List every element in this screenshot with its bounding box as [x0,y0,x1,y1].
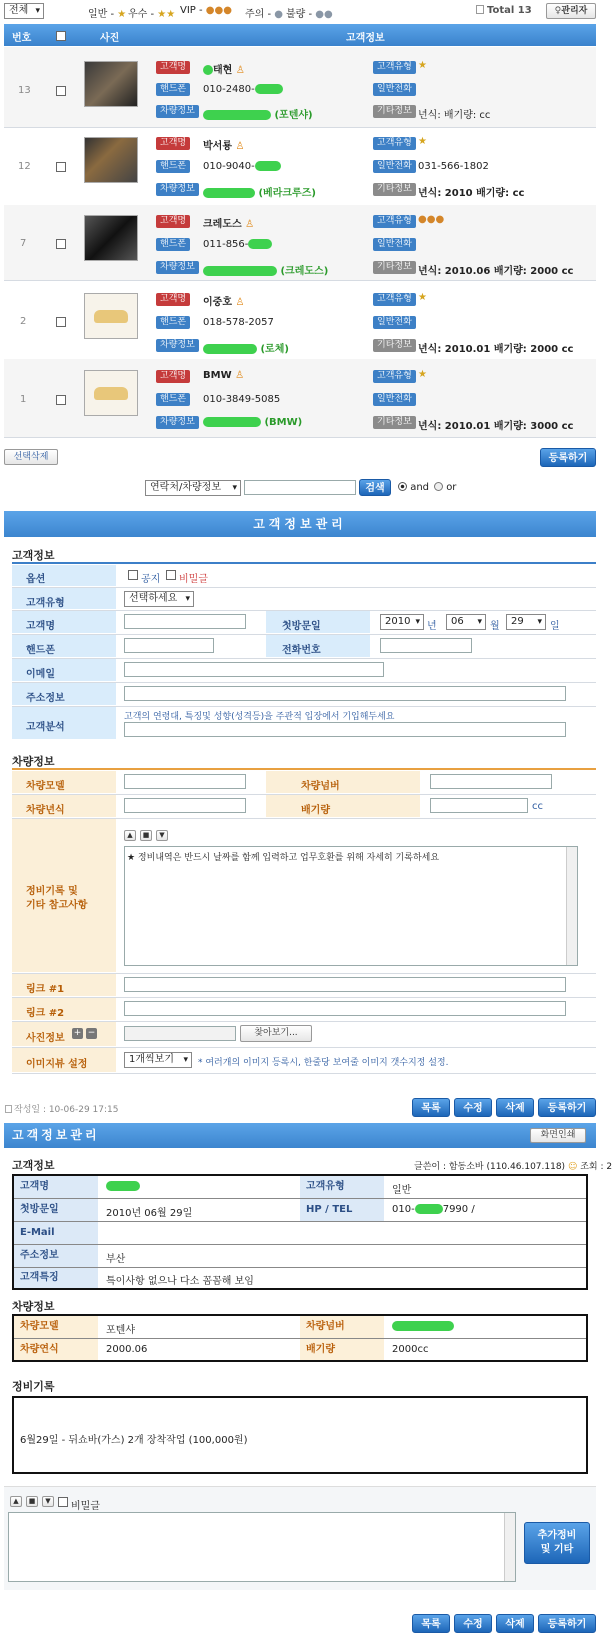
section-line [12,768,596,770]
car-info: (로체) [203,340,289,355]
model-label: 차량모델 [26,781,65,792]
d-hp-value: 010- 7990 / [392,1204,475,1215]
label-cell [266,771,420,793]
document-icon [5,1105,12,1113]
row-checkbox[interactable] [56,86,66,96]
d-hp-label: HP / TEL [300,1199,384,1221]
d-carno-label: 차량넘버 [300,1316,384,1338]
etc-badge: 기타정보 [373,339,416,352]
year-unit: 년 [427,621,437,632]
medal-icon: ♙ [235,370,245,381]
notice-label: 공지 [141,574,161,585]
first-visit-label: 첫방문일 [282,621,321,632]
option-label: 옵션 [26,574,46,585]
record-text: 6월29일 - 뒤쇼바(가스) 2개 장착작업 (100,000원) [20,1435,248,1446]
row-num: 2 [20,316,27,327]
filter-select[interactable] [4,3,44,19]
medal-icon: ♙ [235,297,245,308]
medal-icon: ♙ [235,65,245,76]
header-num: 번호 [12,33,32,44]
row-num: 12 [18,161,31,172]
row-divider [4,127,596,128]
car-badge: 차량정보 [156,339,199,352]
d-type-label: 고객유형 [300,1176,384,1198]
email-input[interactable] [124,662,384,677]
divider [12,1073,596,1074]
imgview-select[interactable] [124,1052,192,1068]
tel-input[interactable] [380,638,472,653]
grade-icon: ★ [418,60,427,71]
form-title: 고객정보관리 [4,511,596,537]
document-icon [476,5,484,14]
memo-label-1: 정비기록 및 [26,886,78,897]
search-field-select[interactable] [145,480,241,496]
form-customer-section: 고객정보 [12,549,55,562]
d-model-label: 차량모델 [14,1316,98,1338]
car-photo-placeholder[interactable] [84,370,138,416]
row-checkbox[interactable] [56,317,66,327]
d-first-value: 2010년 06월 29일 [106,1208,193,1219]
name-label: 고객명 [26,621,55,632]
list-header [4,24,596,46]
imgview-label: 이미지뷰 설정 [26,1059,88,1070]
link2-input[interactable] [124,1001,566,1016]
analysis-label: 고객분석 [26,722,65,733]
phone-type-badge: 일반전화 [373,238,416,251]
select-all-checkbox[interactable] [56,31,66,41]
etc-badge: 기타정보 [373,183,416,196]
day-unit: 일 [550,621,560,632]
phone-type-badge: 일반전화 [373,160,416,173]
medal-icon: ♙ [245,219,255,230]
detail-record-section: 정비기록 [12,1380,55,1393]
address-label: 주소정보 [26,693,65,704]
memo-reset-icon[interactable]: ■ [140,830,152,841]
memo-label-2: 기타 참고사항 [26,900,88,911]
comment-expand-icon[interactable]: ▲ [10,1496,22,1507]
car-photo[interactable] [84,137,138,183]
comment-textarea[interactable] [8,1512,516,1582]
customer-name[interactable]: BMW ♙ [203,370,245,381]
print-button[interactable]: 화면인쇄 [530,1128,586,1143]
phone-badge: 핸드폰 [156,83,190,96]
writer-info: 글쓴이 : 함동소바 (110.46.107.118) ☺ 조회 : 2 [414,1162,612,1172]
form-car-section: 차량정보 [12,755,55,768]
cc-unit: cc [532,801,543,812]
carno-input[interactable] [430,774,552,789]
month-unit: 월 [490,621,500,632]
etc-info: 년식: 배기량: cc [418,110,491,121]
car-info: (BMW) [203,417,302,428]
month-select[interactable] [446,614,486,630]
car-photo-placeholder[interactable] [84,293,138,339]
d-cc-value: 2000cc [392,1344,429,1355]
phone-badge: 핸드폰 [156,316,190,329]
row-num: 13 [18,85,31,96]
type-badge: 고객유형 [373,293,416,306]
year-value: 2010 [385,616,411,627]
type-badge: 고객유형 [373,370,416,383]
ctype-select-value: 선택하세요 [129,593,178,604]
detail-customer-section: 고객정보 [12,1159,55,1172]
comment-reset-icon[interactable]: ■ [26,1496,38,1507]
notice-checkbox[interactable] [128,570,138,580]
customer-name[interactable]: 태현 ♙ [203,61,245,76]
d-first-label: 첫방문일 [14,1199,98,1221]
name-badge: 고객명 [156,370,190,383]
phone2: 031-566-1802 [418,161,489,172]
type-badge: 고객유형 [373,215,416,228]
divider [14,1267,586,1268]
secret-label: 비밀글 [179,574,208,585]
add-photo-icon[interactable]: + [73,1028,82,1038]
etc-badge: 기타정보 [373,416,416,429]
row-num: 1 [20,394,27,405]
created-date: 작성일 : 10-06-29 17:15 [5,1102,119,1115]
section-line [12,562,596,564]
ctype-select[interactable] [124,591,194,607]
delete-button[interactable]: 삭제 [496,1098,534,1117]
memo-textarea[interactable] [124,846,578,966]
customer-phone: 010-3849-5085 [203,394,281,405]
car-badge: 차량정보 [156,261,199,274]
search-input[interactable] [244,480,356,495]
d-name-label: 고객명 [14,1176,98,1198]
phone-badge: 핸드폰 [156,238,190,251]
detail-car-section: 차량정보 [12,1300,55,1313]
etc-info: 년식: 2010.01 배기량: 2000 cc [418,344,574,355]
caryear-input[interactable] [124,798,246,813]
divider [14,1244,586,1245]
d-addr-label: 주소정보 [14,1245,98,1267]
delete-selected-button[interactable]: 선택삭제 [4,449,58,465]
legend-good: 우수 - ★★ [128,9,176,20]
link1-label: 링크 #1 [26,984,65,995]
car-info: (크레도스) [203,262,328,277]
customer-phone: 018-578-2057 [203,317,274,328]
bottom-register-button[interactable]: 등록하기 [538,1614,596,1633]
remove-photo-icon[interactable]: − [87,1028,96,1038]
d-feat-value: 특이사항 없으나 다소 꼼꼼해 보임 [106,1276,254,1287]
type-badge: 고객유형 [373,137,416,150]
year-select[interactable] [380,614,424,630]
d-caryear-label: 차량연식 [14,1339,98,1360]
tel-label: 전화번호 [282,645,321,656]
d-email-label: E-Mail [14,1222,98,1244]
analysis-hint: 고객의 연령대, 특징및 성향(성격등)을 주관적 입장에서 기입해두세요 [124,712,395,722]
divider [14,1221,586,1222]
customer-phone: 010-2480- [203,84,283,95]
search-field-value: 연락처/차량정보 [150,482,221,493]
car-info: (포텐샤) [203,106,313,121]
or-option[interactable]: or [434,482,456,493]
imgview-hint: * 여러개의 이미지 등록시, 한줄당 보여줄 이미지 갯수지정 설정. [198,1058,449,1068]
photo-file-input[interactable] [124,1026,236,1041]
mobile-input[interactable] [124,638,214,653]
mobile-label: 핸드폰 [26,645,55,656]
legend-caution: 주의 - ● [245,9,284,20]
bottom-list-button[interactable]: 목록 [412,1614,450,1633]
type-badge: 고객유형 [373,61,416,74]
grade-icon: ●●● [418,214,445,225]
phone-type-badge: 일반전화 [373,83,416,96]
comment-secret-checkbox[interactable] [58,1497,68,1507]
ctype-label: 고객유형 [26,598,65,609]
comment-shrink-icon[interactable]: ▼ [42,1496,54,1507]
customer-phone: 011-856- [203,239,272,250]
browse-button[interactable]: 찾아보기... [240,1025,312,1042]
filter-select-value: 전체 [9,5,29,16]
row-checkbox[interactable] [56,239,66,249]
car-badge: 차량정보 [156,416,199,429]
car-photo[interactable] [84,61,138,107]
row-divider [4,280,596,281]
d-addr-value: 부산 [106,1254,126,1265]
row-divider [4,437,596,438]
customer-name[interactable]: 이중호 ♙ [203,297,245,308]
secret-checkbox[interactable] [166,570,176,580]
analysis-input[interactable] [124,722,566,737]
comment-secret-label: 비밀글 [71,1501,100,1512]
radio-icon [434,482,443,491]
add-comment-button[interactable]: 추가정비 및 기타 [524,1522,590,1564]
header-info: 고객정보 [346,33,385,44]
customer-phone: 010-9040- [203,161,281,172]
row-checkbox[interactable] [56,395,66,405]
medal-icon: ♙ [235,141,245,152]
name-badge: 고객명 [156,215,190,228]
memo-scrollbar[interactable] [566,847,577,965]
memo-shrink-icon[interactable]: ▼ [156,830,168,841]
link2-label: 링크 #2 [26,1008,65,1019]
row-num: 7 [20,238,27,249]
legend-vip: VIP - ●●● [180,5,232,16]
legend-bad: 불량 - ●● [286,9,333,20]
etc-badge: 기타정보 [373,261,416,274]
smile-icon: ☺ [567,1162,578,1172]
name-input[interactable] [124,614,246,629]
name-badge: 고객명 [156,61,190,74]
email-label: 이메일 [26,669,55,680]
search-button[interactable]: 검색 [359,479,391,496]
list-button[interactable]: 목록 [412,1098,450,1117]
d-carno-value [386,1321,454,1332]
car-badge: 차량정보 [156,183,199,196]
bottom-delete-button[interactable]: 삭제 [496,1614,534,1633]
name-badge: 고객명 [156,137,190,150]
cc-input[interactable] [430,798,528,813]
customer-name[interactable]: 박서룡 ♙ [203,141,245,152]
phone-badge: 핸드폰 [156,160,190,173]
phone-type-badge: 일반전화 [373,316,416,329]
etc-info: 년식: 2010 배기량: cc [418,188,525,199]
key-icon: ♀ [554,6,562,16]
imgview-value: 1개씩보기 [129,1054,175,1065]
car-info: (베라크루즈) [203,184,316,199]
grade-icon: ★ [418,292,427,303]
row-checkbox[interactable] [56,162,66,172]
d-feat-label: 고객특징 [14,1268,98,1288]
and-option[interactable]: and [398,482,429,493]
phone-badge: 핸드폰 [156,393,190,406]
grade-icon: ★ [418,136,427,147]
address-input[interactable] [124,686,566,701]
detail-title: 고객정보관리 [4,1123,596,1148]
register-button[interactable]: 등록하기 [540,448,596,467]
edit-button[interactable]: 수정 [454,1098,492,1117]
etc-info: 년식: 2010.06 배기량: 2000 cc [418,266,574,277]
grade-icon: ★ [418,369,427,380]
label-cell [266,795,420,817]
bottom-edit-button[interactable]: 수정 [454,1614,492,1633]
carno-label: 차량넘버 [301,781,340,792]
memo-expand-icon[interactable]: ▲ [124,830,136,841]
comment-scrollbar[interactable] [504,1513,515,1581]
link1-input[interactable] [124,977,566,992]
admin-button[interactable]: ♀관리자 [546,3,596,19]
header-photo: 사진 [100,33,120,44]
model-input[interactable] [124,774,246,789]
d-type-value: 일반 [392,1185,412,1196]
car-photo[interactable] [84,215,138,261]
etc-info: 년식: 2010.01 배기량: 3000 cc [418,421,574,432]
d-name-value [100,1181,140,1192]
month-value: 06 [451,616,464,627]
register-button[interactable]: 등록하기 [538,1098,596,1117]
name-badge: 고객명 [156,293,190,306]
legend-normal: 일반 - ★ [88,9,127,20]
etc-badge: 기타정보 [373,105,416,118]
car-badge: 차량정보 [156,105,199,118]
customer-name[interactable]: 크레도스 ♙ [203,219,255,230]
d-cc-label: 배기량 [300,1339,384,1360]
day-select[interactable] [506,614,546,630]
phone-type-badge: 일반전화 [373,393,416,406]
photo-label: 사진정보 [26,1033,65,1044]
d-model-value: 포텐샤 [106,1325,135,1336]
radio-checked-icon [398,482,407,491]
day-value: 29 [511,616,524,627]
caryear-label: 차량년식 [26,805,65,816]
d-caryear-value: 2000.06 [106,1344,148,1355]
memo-text: ★ 정비내역은 반드시 날짜를 함께 입력하고 업무호환를 위해 자세히 기록하세요 [127,853,440,863]
cc-label: 배기량 [301,805,330,816]
total-count: Total 13 [476,5,532,16]
